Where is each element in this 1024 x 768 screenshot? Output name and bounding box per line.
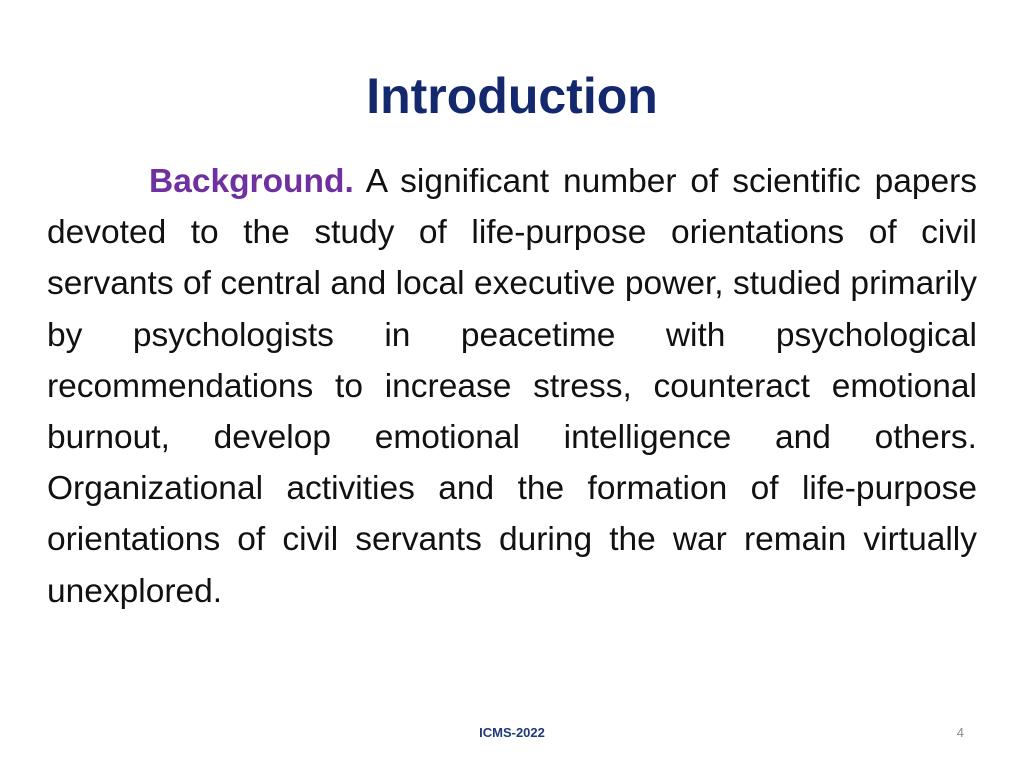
footer-label: ICMS-2022 <box>479 725 545 740</box>
body-text: A significant number of scientific papers devoted to the study of life-purpose orientations of civil servants of central and local executive power, studied primarily by psychologists in peacetime with psychological recommendations to increase stress, counteract emotional burnout, develop emotional intelligence and others. Organizational activities and the formation of life-purpose orientations of civil servants during the war remain virtually unexplored. <box>47 163 977 610</box>
page-number: 4 <box>956 725 964 740</box>
body-paragraph <box>47 156 977 617</box>
background-lead: Background. <box>149 163 354 200</box>
slide-title: Introduction <box>366 68 658 124</box>
